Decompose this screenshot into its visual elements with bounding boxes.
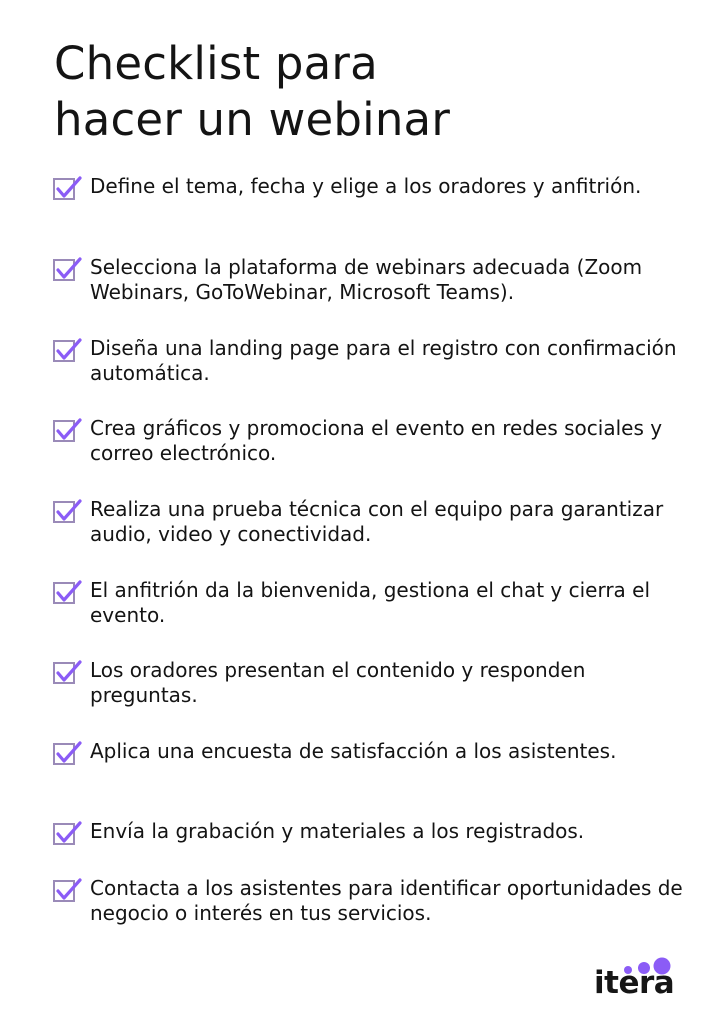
checkbox-checked-icon [52,876,82,906]
checklist-item [52,174,692,204]
checklist-item-text: Define el tema, fecha y elige a los oradores y anfitrión. [90,174,642,198]
logo-wordmark: itera [594,965,675,1001]
checklist-item-text: Aplica una encuesta de satisfacción a los asistentes. [90,739,617,763]
checklist-item-text: Realiza una prueba técnica con el equipo para garantizar audio, video y conectividad. [90,497,664,546]
checklist-item-text: Selecciona la plataforma de webinars adecuada (Zoom Webinars, GoToWebinar, Microsoft Teams). [90,255,643,304]
checkbox-checked-icon [52,578,82,608]
checkbox-checked-icon [52,819,82,849]
checkbox-checked-icon [52,497,82,527]
page-title [54,36,450,148]
checklist-item [52,739,692,769]
checkbox-checked-icon [52,336,82,366]
checklist-item-text: Envía la grabación y materiales a los registrados. [90,819,585,843]
checklist-item-text: Contacta a los asistentes para identificar oportunidades de negocio o interés en tus servicios. [90,876,683,925]
checklist-item [52,416,692,466]
checklist-item [52,819,692,849]
checklist-item-text: Diseña una landing page para el registro con confirmación automática. [90,336,677,385]
itera-logo [590,955,680,1005]
checkbox-checked-icon [52,658,82,688]
checklist-item [52,578,692,628]
checklist-item [52,255,692,305]
title-line-2: hacer un webinar [54,93,451,146]
checkbox-checked-icon [52,174,82,204]
checkbox-checked-icon [52,739,82,769]
checklist-item-text: Crea gráficos y promociona el evento en redes sociales y correo electrónico. [90,416,663,465]
title-line-1: Checklist para [54,37,378,90]
checkbox-checked-icon [52,255,82,285]
checklist-item [52,876,692,926]
checklist-item [52,336,692,386]
checklist-item [52,658,692,708]
checkbox-checked-icon [52,416,82,446]
checklist-item [52,497,692,547]
checklist-item-text: El anfitrión da la bienvenida, gestiona el chat y cierra el evento. [90,578,651,627]
checklist-item-text: Los oradores presentan el contenido y responden preguntas. [90,658,586,707]
